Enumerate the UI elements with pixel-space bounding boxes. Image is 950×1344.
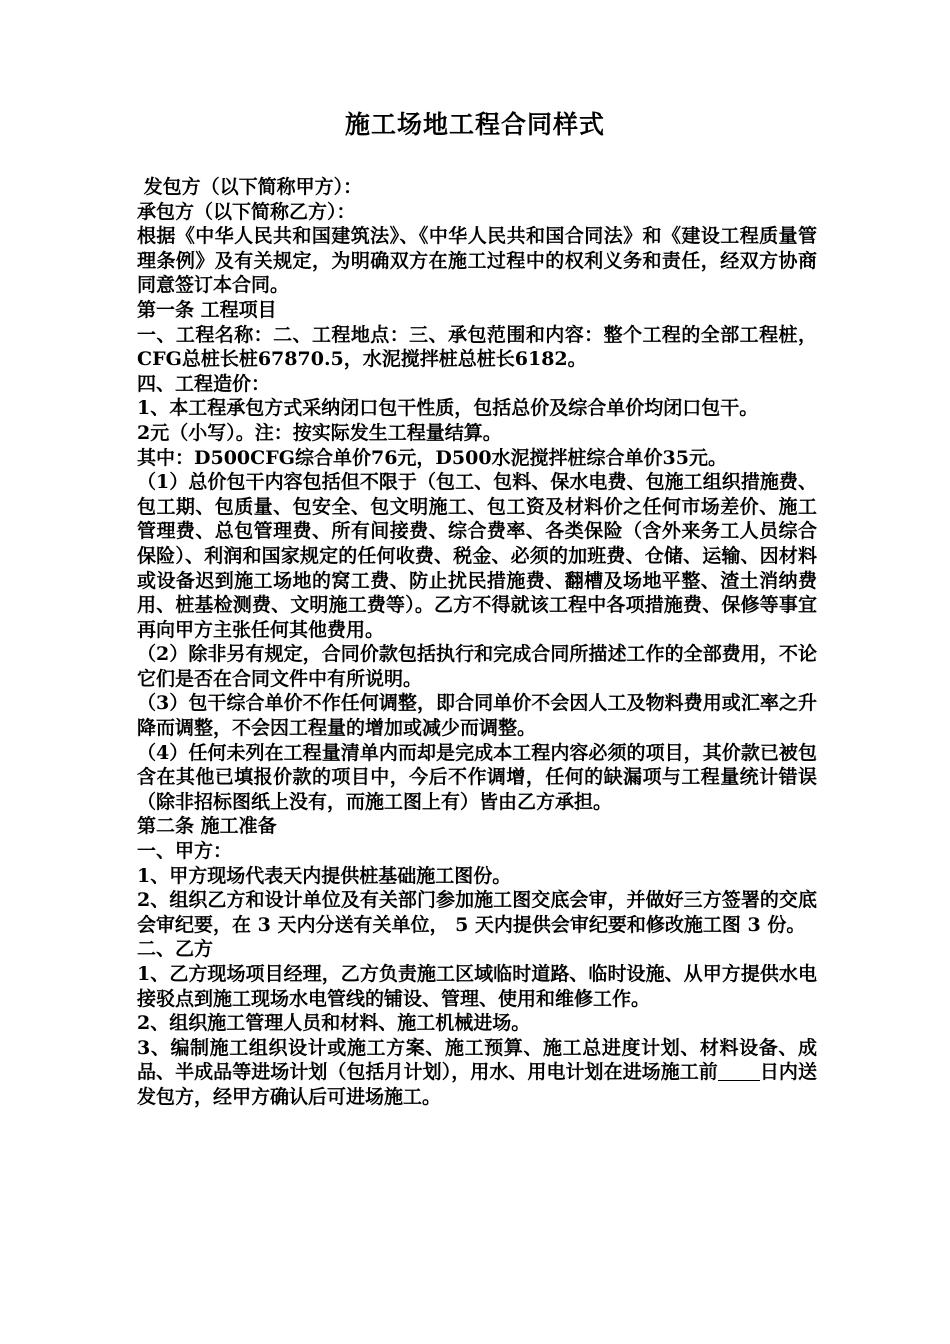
paragraph-project-info: 一、工程名称：二、工程地点：三、承包范围和内容：整个工程的全部工程桩，CFG总桩长桩67870.5，水泥搅拌桩总桩长6182。: [137, 323, 817, 371]
heading-project-cost: 四、工程造价：: [137, 372, 271, 395]
paragraph-unit-prices: 其中：D500CFG综合单价76元，D500水泥搅拌桩综合单价35元。: [137, 446, 727, 469]
paragraph-contract-mode: 1、本工程承包方式采纳闭口包干性质，包括总价及综合单价均闭口包干。: [137, 397, 759, 420]
paragraph-preamble: 根据《中华人民共和国建筑法》、《中华人民共和国合同法》和《建设工程质量管理条例》及有关规定，为明确双方在施工过程中的权利义务和责任，经双方协商同意签订本合同。: [137, 225, 817, 297]
paragraph-clause-4: （4）任何未列在工程量清单内而却是完成本工程内容必须的项目，其价款已被包含在其他已填报价款的项目中，今后不作调增，任何的缺漏项与工程量统计错误（除非招标图纸上没有，而施工图上有）皆由乙方承担。: [137, 741, 817, 813]
paragraph-party-a-duty-2: 2、组织乙方和设计单位及有关部门参加施工图交底会审，并做好三方签署的交底会审纪要，在 3 天内分送有关单位， 5 天内提供会审纪要和修改施工图 3 份。: [137, 889, 817, 936]
paragraph-party-b-duty-1: 1、乙方现场项目经理，乙方负责施工区域临时道路、临时设施、从甲方提供水电接驳点到施工现场水电管线的铺设、管理、使用和维修工作。: [137, 963, 817, 1010]
paragraph-amount-note: 2元（小写）。注：按实际发生工程量结算。: [137, 421, 502, 444]
document-body: [137, 175, 817, 1110]
paragraph-party-a: 发包方（以下简称甲方）：: [137, 176, 363, 198]
duty-3-text-after: 日内送发包方，经甲方确认后可进场施工。: [137, 1061, 817, 1108]
paragraph-party-b: 承包方（以下简称乙方）：: [137, 200, 356, 223]
document-title: 施工场地工程合同样式: [344, 110, 605, 139]
duty-3-text-before: 3、编制施工组织设计或施工方案、施工预算、施工总进度计划、材料设备、成品、半成品等进场计划（包括月计划），用水、用电计划在进场施工前: [137, 1036, 817, 1084]
paragraph-clause-3: （3）包干综合单价不作任何调整，即合同单价不会因人工及物料费用或汇率之升降而调整，不会因工程量的增加或减少而调整。: [137, 692, 817, 740]
paragraph-clause-1: （1）总价包干内容包括但不限于（包工、包料、保水电费、包施工组织措施费、包工期、包质量、包安全、包文明施工、包工资及材料价之任何市场差价、施工管理费、总包管理费、所有间接费、综合费率、各类保险（含外来务工人员综合保险）、利润和国家规定的任何收费、税金、必须的加班费、仓储、运输、因材料或设备迟到施工场地的窝工费、防止扰民措施费、翻槽及场地平整、渣土消纳费用、桩基检测费、文明施工费等）。乙方不得就该工程中各项措施费、保修等事宜再向甲方主张任何其他费用。: [137, 471, 817, 641]
heading-party-a-duties: 一、甲方：: [137, 840, 233, 863]
paragraph-party-a-duty-1: 1、甲方现场代表天内提供桩基础施工图份。: [137, 864, 512, 887]
paragraph-party-b-duty-3: [137, 1036, 817, 1110]
fill-in-blank: [718, 1062, 760, 1081]
paragraph-clause-2: （2）除非另有规定，合同价款包括执行和完成合同所描述工作的全部费用，不论它们是否在合同文件中有所说明。: [137, 643, 817, 690]
heading-article-1: 第一条 工程项目: [137, 298, 277, 321]
heading-party-b-duties: 二、乙方: [137, 938, 214, 961]
paragraph-party-b-duty-2: 2、组织施工管理人员和材料、施工机械进场。: [137, 1012, 531, 1035]
heading-article-2: 第二条 施工准备: [137, 815, 277, 838]
